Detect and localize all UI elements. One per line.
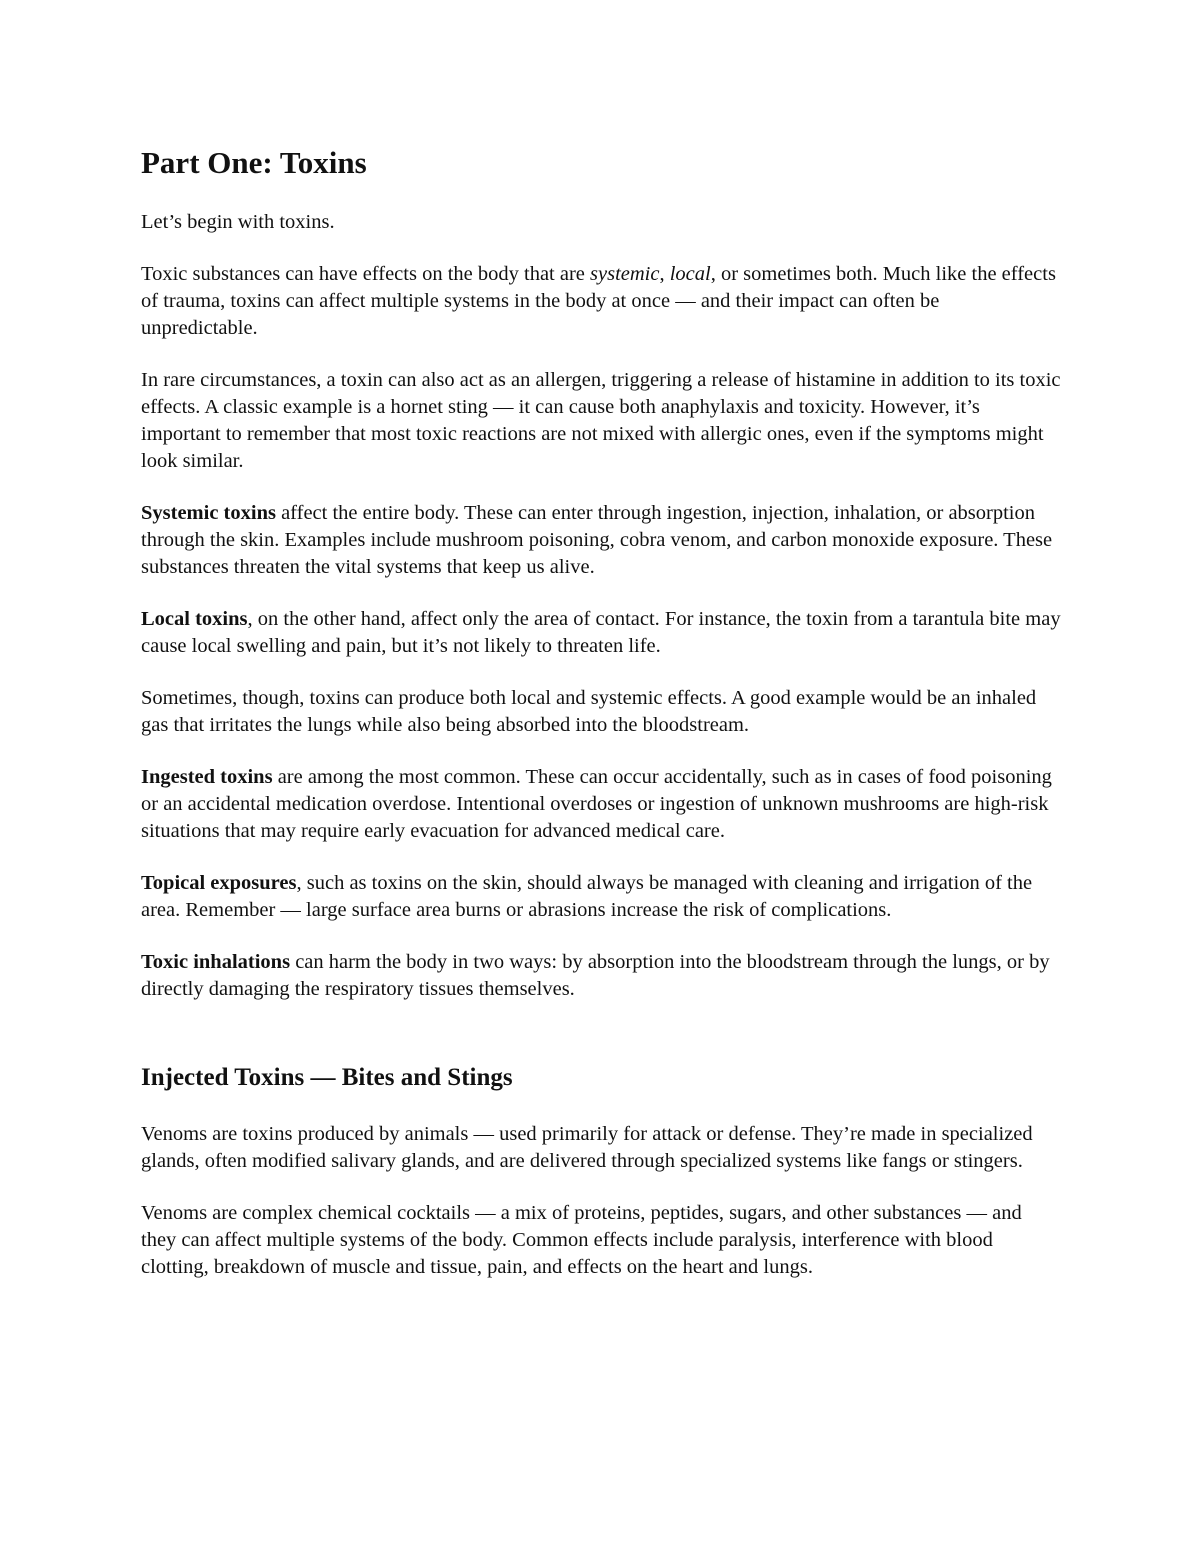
systemic-local-paragraph: Toxic substances can have effects on the body that are systemic, local, or sometimes both. Much like the effects of trauma, toxins can affect multiple systems in the body at once — and their impact can often be unpredictable. <box>141 262 1056 339</box>
ingested-toxins-paragraph: Ingested toxins are among the most common. These can occur accidentally, such as in cases of food poisoning or an accidental medication overdose. Intentional overdoses or ingestion of unknown mushrooms are high-risk situations that may require early evacuation for advanced medical care. <box>141 765 1052 842</box>
topical-exposures-paragraph: Topical exposures, such as toxins on the skin, should always be managed with cleaning and irrigation of the area. Remember — large surface area burns or abrasions increase the risk of complications. <box>141 871 1033 921</box>
term-systemic: systemic <box>590 262 660 285</box>
term-systemic-toxins: Systemic toxins <box>141 501 276 524</box>
systemic-toxins-paragraph: Systemic toxins affect the entire body. These can enter through ingestion, injection, inhalation, or absorption through the skin. Examples include mushroom poisoning, cobra venom, and carbon monoxide exposure. These substances threaten the vital systems that keep us alive. <box>141 501 1053 578</box>
venoms-paragraph-2: Venoms are complex chemical cocktails — a mix of proteins, peptides, sugars, and other substances — and they can affect multiple systems of the body. Common effects include paralysis, interference with blood clotting, breakdown of muscle and tissue, pain, and effects on the heart and lungs. <box>141 1201 1022 1278</box>
local-toxins-paragraph: Local toxins, on the other hand, affect only the area of contact. For instance, the toxin from a tarantula bite may cause local swelling and pain, but it’s not likely to threaten life. <box>141 607 1061 657</box>
venoms-paragraph-1: Venoms are toxins produced by animals — used primarily for attack or defense. They’re made in specialized glands, often modified salivary glands, and are delivered through specialized systems like fangs or stingers. <box>141 1122 1033 1172</box>
intro-paragraph: Let’s begin with toxins. <box>141 210 335 233</box>
term-local-toxins: Local toxins <box>141 607 248 630</box>
page-title: Part One: Toxins <box>141 145 367 180</box>
toxic-inhalations-paragraph: Toxic inhalations can harm the body in two ways: by absorption into the bloodstream through the lungs, or by directly damaging the respiratory tissues themselves. <box>141 950 1050 1000</box>
both-effects-paragraph: Sometimes, though, toxins can produce both local and systemic effects. A good example would be an inhaled gas that irritates the lungs while also being absorbed into the bloodstream. <box>141 686 1037 736</box>
allergen-paragraph: In rare circumstances, a toxin can also act as an allergen, triggering a release of histamine in addition to its toxic effects. A classic example is a hornet sting — it can cause both anaphylaxis and toxicity. However, it’s important to remember that most toxic reactions are not mixed with allergic ones, even if the symptoms might look similar. <box>141 368 1061 472</box>
term-ingested-toxins: Ingested toxins <box>141 765 273 788</box>
term-topical-exposures: Topical exposures <box>141 871 297 894</box>
term-local: local <box>669 262 711 285</box>
section-title: Injected Toxins — Bites and Stings <box>141 1063 513 1091</box>
term-toxic-inhalations: Toxic inhalations <box>141 950 291 973</box>
document-page <box>141 145 1061 1306</box>
